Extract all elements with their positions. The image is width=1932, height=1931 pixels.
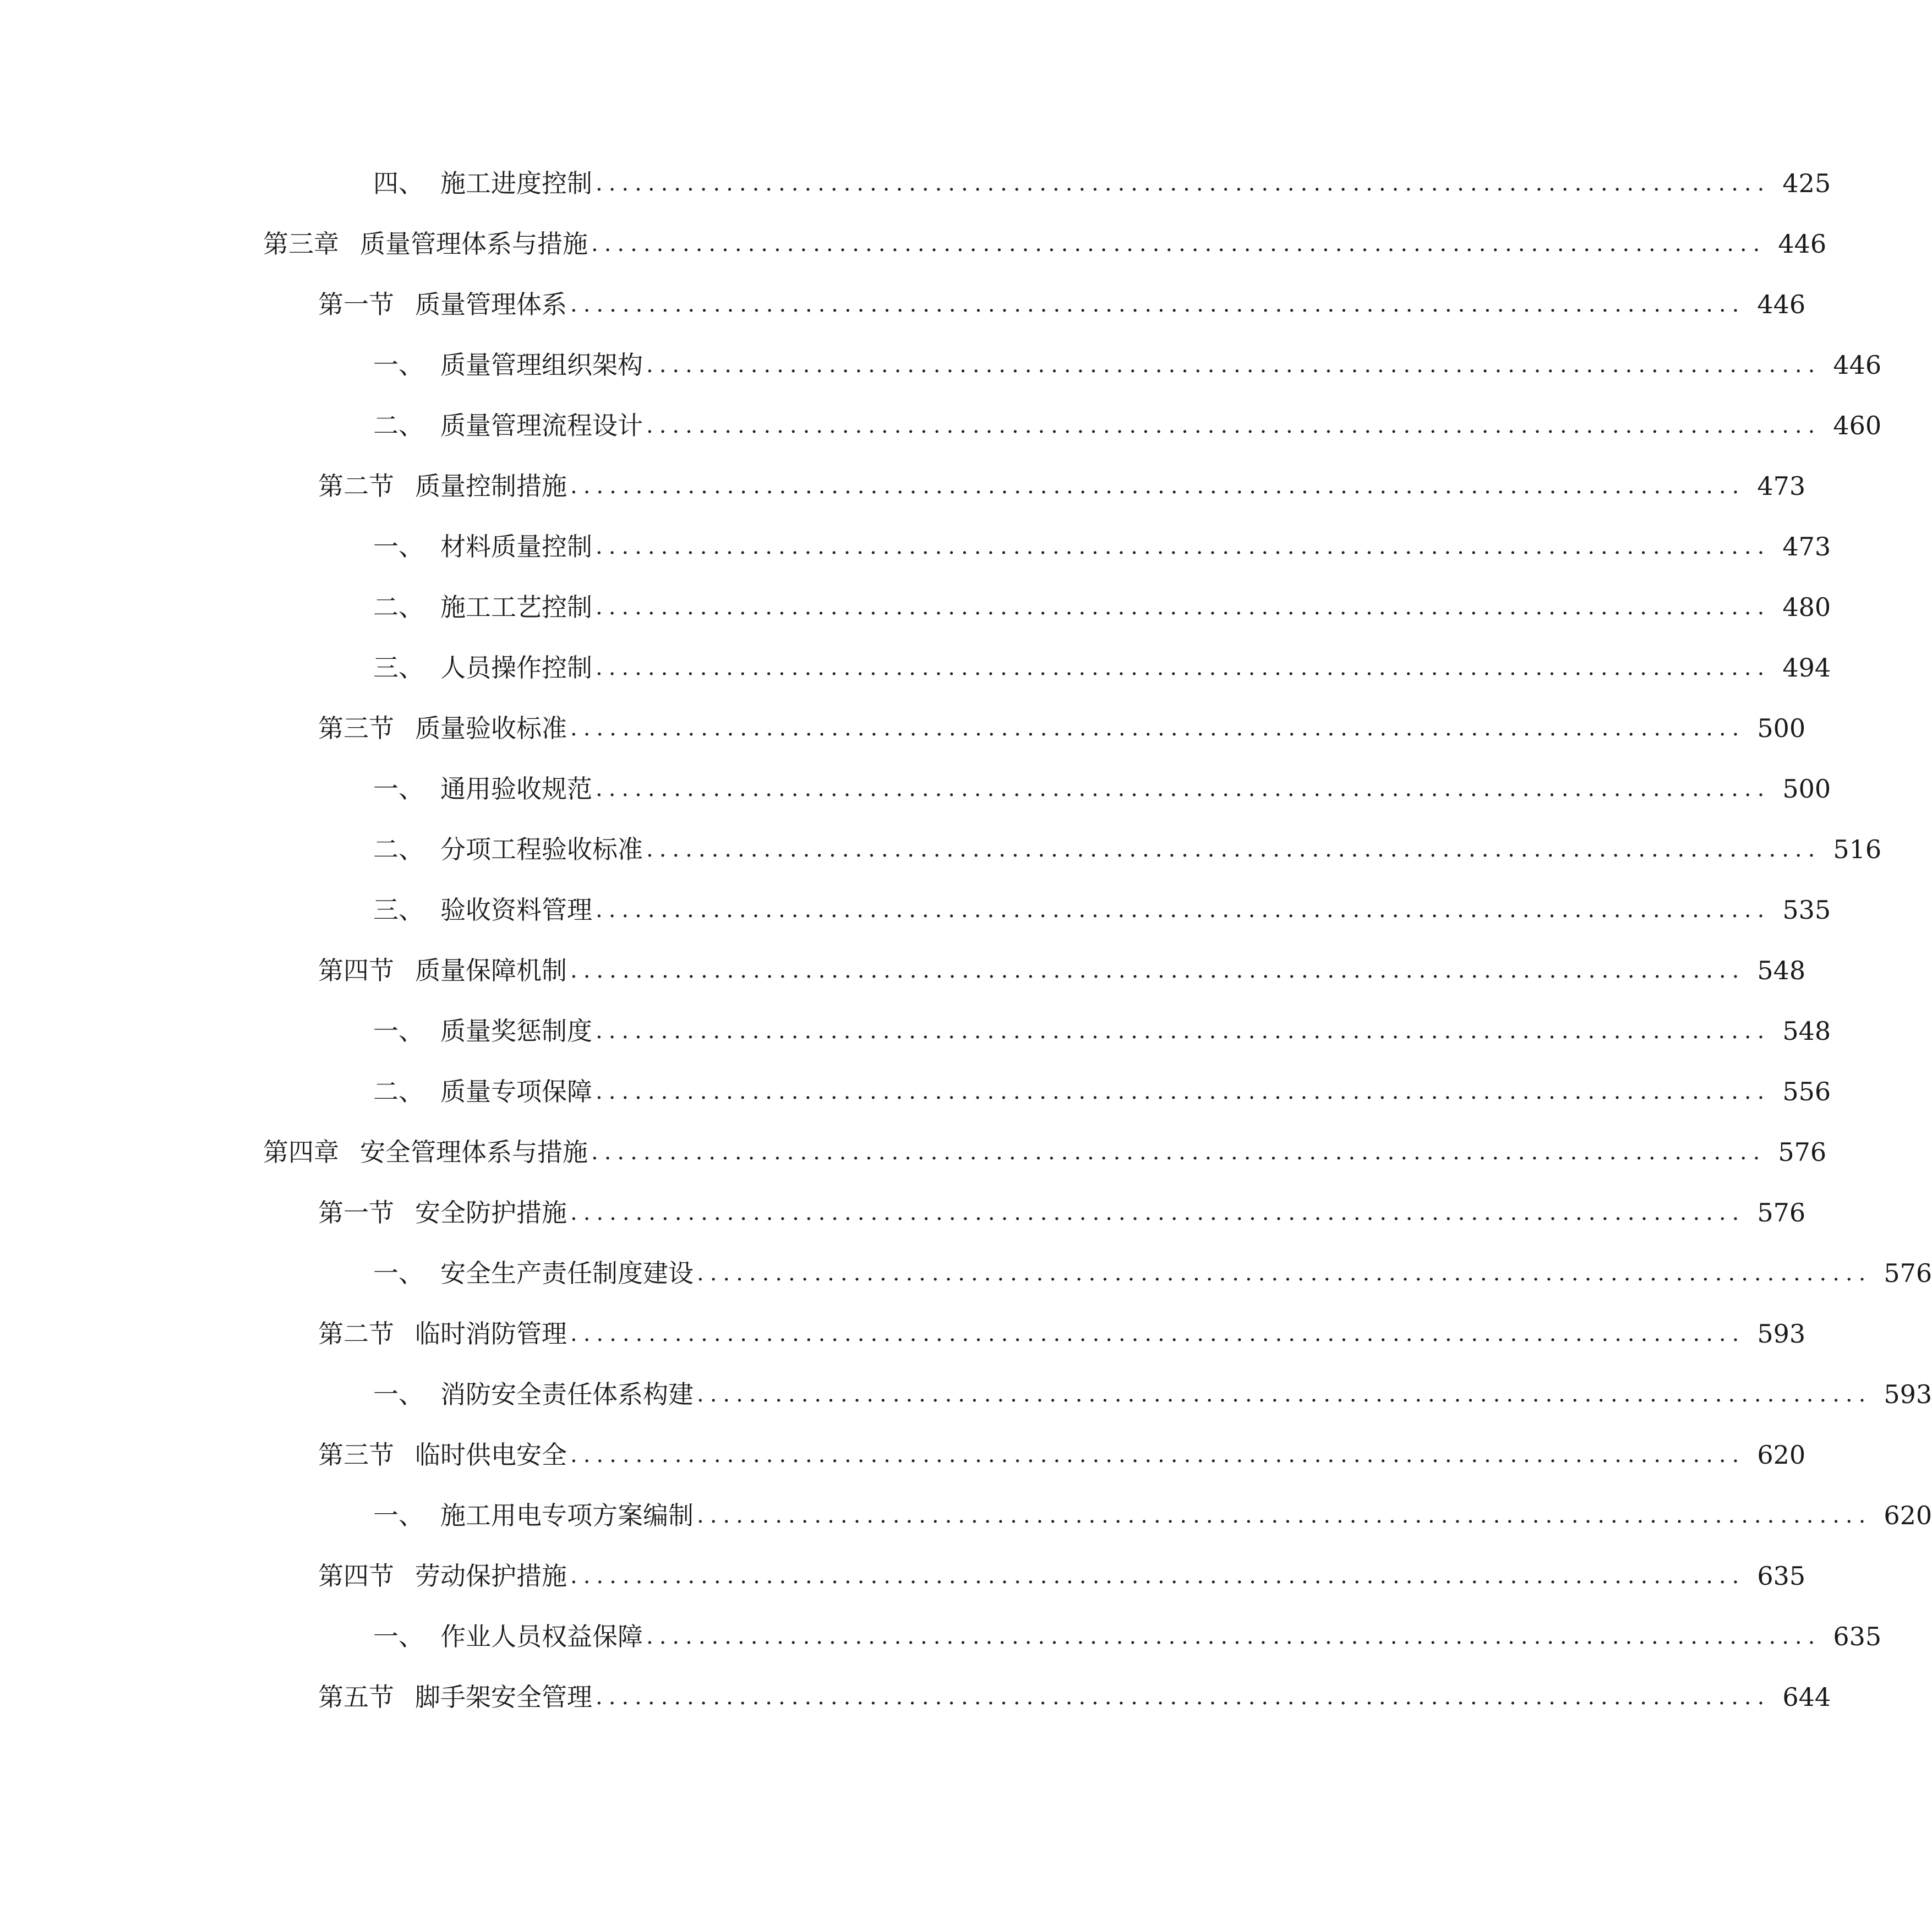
toc-entry-number: 一、 [373, 774, 424, 804]
toc-entry-title: 分项工程验收标准 [440, 834, 643, 864]
toc-entry[interactable] [0, 285, 1806, 324]
toc-entry[interactable] [0, 1314, 1806, 1353]
toc-entry-title: 质量管理流程设计 [440, 411, 643, 440]
toc-entry-number: 第二节 [318, 471, 394, 501]
toc-entry-title: 质量验收标准 [415, 713, 567, 743]
toc-leader-dots: .......................................................................................... [646, 413, 1821, 438]
toc-entry[interactable] [0, 1133, 1827, 1171]
toc-leader-dots: .......................................................................................... [596, 1079, 1771, 1104]
toc-leader-dots: .......................................................................................... [596, 1018, 1771, 1044]
toc-entry[interactable] [0, 1557, 1806, 1595]
toc-leader-dots: .......................................................................................... [697, 1382, 1872, 1407]
toc-entry-page: 548 [1782, 1016, 1831, 1046]
toc-entry-page: 446 [1833, 350, 1882, 380]
toc-leader-dots: .......................................................................................... [596, 1684, 1771, 1710]
toc-leader-dots: .......................................................................................... [697, 1261, 1872, 1286]
toc-entry-page: 473 [1782, 532, 1831, 561]
toc-entry[interactable] [0, 346, 1882, 384]
toc-entry[interactable] [0, 406, 1882, 445]
toc-entry-title: 质量管理体系与措施 [360, 229, 588, 259]
toc-leader-dots: .......................................................................................... [697, 1503, 1872, 1528]
toc-entry[interactable] [0, 164, 1831, 203]
toc-entry-number: 第二节 [318, 1319, 394, 1349]
toc-leader-dots: .......................................................................................... [596, 534, 1771, 559]
toc-entry-page: 635 [1757, 1561, 1806, 1591]
toc-leader-dots: .......................................................................................... [570, 958, 1745, 983]
toc-entry-title: 质量奖惩制度 [440, 1016, 592, 1046]
toc-leader-dots: .......................................................................................... [596, 171, 1771, 196]
toc-entry[interactable] [0, 1375, 1932, 1414]
toc-entry-page: 516 [1833, 834, 1882, 864]
toc-entry-page: 425 [1782, 168, 1831, 198]
toc-entry[interactable] [0, 891, 1831, 929]
toc-leader-dots: .......................................................................................... [596, 776, 1771, 801]
toc-entry-number: 第四节 [318, 1561, 394, 1591]
toc-leader-dots: .......................................................................................... [596, 594, 1771, 620]
toc-leader-dots: .......................................................................................... [570, 1321, 1745, 1346]
toc-entry-number: 二、 [373, 1077, 424, 1106]
toc-entry-page: 576 [1757, 1198, 1806, 1228]
toc-entry-number: 三、 [373, 895, 424, 925]
toc-entry-page: 473 [1757, 471, 1806, 501]
toc-entry[interactable] [0, 830, 1882, 869]
toc-entry-page: 556 [1782, 1077, 1831, 1106]
toc-leader-dots: .......................................................................................... [570, 1442, 1745, 1468]
toc-entry-page: 480 [1782, 592, 1831, 622]
toc-entry-page: 593 [1757, 1319, 1806, 1349]
toc-entry-title: 施工进度控制 [440, 168, 592, 198]
toc-entry-title: 安全生产责任制度建设 [440, 1258, 694, 1288]
toc-entry-number: 一、 [373, 1258, 424, 1288]
toc-entry[interactable] [0, 225, 1827, 263]
toc-entry-number: 一、 [373, 1501, 424, 1530]
toc-entry-number: 一、 [373, 1379, 424, 1409]
toc-entry-number: 第一节 [318, 290, 394, 319]
toc-entry-number: 第三节 [318, 1440, 394, 1470]
toc-entry-title: 验收资料管理 [440, 895, 592, 925]
toc-leader-dots: .......................................................................................... [591, 231, 1766, 257]
toc-entry-page: 494 [1782, 653, 1831, 683]
toc-entry-title: 人员操作控制 [440, 653, 592, 683]
toc-leader-dots: .......................................................................................... [596, 655, 1771, 680]
toc-entry[interactable] [0, 467, 1806, 505]
toc-entry-number: 一、 [373, 1622, 424, 1651]
toc-entry[interactable] [0, 1193, 1806, 1232]
toc-entry-page: 446 [1778, 229, 1827, 259]
toc-entry-title: 质量保障机制 [415, 956, 567, 985]
toc-entry[interactable] [0, 709, 1806, 748]
toc-entry-number: 三、 [373, 653, 424, 683]
toc-entry-title: 材料质量控制 [440, 532, 592, 561]
toc-entry-number: 二、 [373, 834, 424, 864]
toc-entry-number: 第三章 [263, 229, 339, 259]
toc-entry[interactable] [0, 527, 1831, 566]
toc-entry-page: 620 [1757, 1440, 1806, 1470]
toc-entry-number: 四、 [373, 168, 424, 198]
toc-entry-title: 施工用电专项方案编制 [440, 1501, 694, 1530]
toc-entry-title: 临时供电安全 [415, 1440, 567, 1470]
toc-entry[interactable] [0, 1617, 1882, 1656]
toc-entry-title: 安全管理体系与措施 [360, 1137, 588, 1167]
toc-leader-dots: .......................................................................................... [596, 897, 1771, 923]
toc-entry-title: 作业人员权益保障 [440, 1622, 643, 1651]
toc-entry-page: 460 [1833, 411, 1882, 440]
toc-entry-title: 临时消防管理 [415, 1319, 567, 1349]
toc-leader-dots: .......................................................................................... [570, 292, 1745, 317]
toc-entry[interactable] [0, 1436, 1806, 1474]
toc-entry-number: 第五节 [318, 1682, 394, 1712]
toc-entry-number: 二、 [373, 592, 424, 622]
toc-leader-dots: .......................................................................................... [570, 1563, 1745, 1589]
toc-entry-title: 施工工艺控制 [440, 592, 592, 622]
toc-entry-title: 安全防护措施 [415, 1198, 567, 1228]
toc-leader-dots: .......................................................................................... [646, 352, 1821, 378]
toc-entry-title: 质量管理体系 [415, 290, 567, 319]
toc-entry-page: 593 [1884, 1379, 1932, 1409]
toc-entry-page: 576 [1884, 1258, 1932, 1288]
toc-leader-dots: .......................................................................................... [570, 1200, 1745, 1225]
toc-entry-page: 535 [1782, 895, 1831, 925]
toc-entry-number: 第一节 [318, 1198, 394, 1228]
toc-entry[interactable] [0, 1254, 1932, 1292]
toc-entry-number: 第四节 [318, 956, 394, 985]
toc-entry-title: 质量专项保障 [440, 1077, 592, 1106]
toc-entry[interactable] [0, 951, 1806, 990]
toc-entry-number: 一、 [373, 350, 424, 380]
toc-entry-title: 通用验收规范 [440, 774, 592, 804]
toc-entry-page: 576 [1778, 1137, 1827, 1167]
toc-entry[interactable] [0, 770, 1831, 808]
toc-entry[interactable] [0, 1678, 1831, 1716]
toc-leader-dots: .......................................................................................... [570, 473, 1745, 499]
toc-entry[interactable] [0, 648, 1831, 687]
toc-leader-dots: .......................................................................................... [591, 1139, 1766, 1165]
toc-entry-page: 446 [1757, 290, 1806, 319]
toc-leader-dots: .......................................................................................... [646, 837, 1821, 862]
toc-entry-title: 脚手架安全管理 [415, 1682, 592, 1712]
toc-entry[interactable] [0, 1496, 1932, 1535]
toc-entry-page: 644 [1782, 1682, 1831, 1712]
toc-entry-number: 第四章 [263, 1137, 339, 1167]
toc-entry[interactable] [0, 1012, 1831, 1050]
toc-entry-page: 500 [1757, 713, 1806, 743]
toc-entry-number: 一、 [373, 532, 424, 561]
toc-entry-number: 二、 [373, 411, 424, 440]
toc-entry-title: 质量管理组织架构 [440, 350, 643, 380]
toc-leader-dots: .......................................................................................... [646, 1624, 1821, 1649]
toc-entry-page: 620 [1884, 1501, 1932, 1530]
toc-entry-title: 质量控制措施 [415, 471, 567, 501]
toc-entry-page: 500 [1782, 774, 1831, 804]
toc-entry-number: 一、 [373, 1016, 424, 1046]
toc-leader-dots: .......................................................................................... [570, 716, 1745, 741]
toc-entry-page: 635 [1833, 1622, 1882, 1651]
toc-entry-number: 第三节 [318, 713, 394, 743]
toc-entry-page: 548 [1757, 956, 1806, 985]
toc-entry[interactable] [0, 1072, 1831, 1111]
toc-entry-title: 劳动保护措施 [415, 1561, 567, 1591]
toc-entry[interactable] [0, 588, 1831, 626]
toc-entry-title: 消防安全责任体系构建 [440, 1379, 694, 1409]
